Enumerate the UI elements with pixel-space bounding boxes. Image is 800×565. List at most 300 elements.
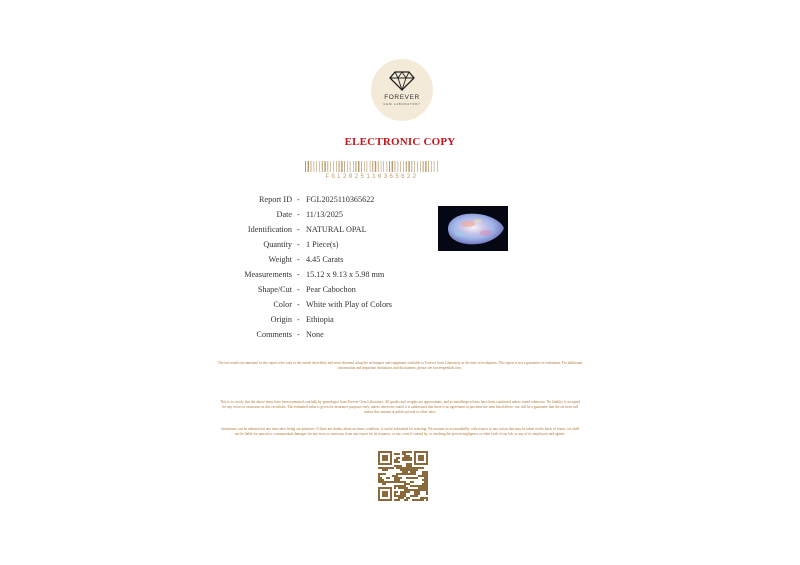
qr-module xyxy=(412,467,414,469)
qr-module xyxy=(410,451,412,453)
barcode-bar xyxy=(392,161,393,172)
barcode-bar xyxy=(414,161,415,172)
qr-module xyxy=(410,459,412,461)
barcode-bar xyxy=(316,161,317,172)
qr-module xyxy=(402,497,404,499)
qr-module xyxy=(378,481,380,483)
qr-module xyxy=(412,473,414,475)
qr-module xyxy=(408,465,410,467)
qr-module xyxy=(426,479,428,481)
qr-module xyxy=(408,455,410,457)
qr-module xyxy=(414,477,416,479)
qr-module xyxy=(406,463,408,465)
qr-module xyxy=(396,475,398,477)
barcode-bar xyxy=(308,161,309,172)
qr-module xyxy=(420,497,422,499)
qr-module xyxy=(426,489,428,491)
qr-module xyxy=(416,467,418,469)
barcode-bar xyxy=(434,161,435,172)
barcode-bar xyxy=(319,161,320,172)
qr-module xyxy=(418,493,420,495)
qr-module xyxy=(412,481,414,483)
qr-module xyxy=(410,469,412,471)
qr-module xyxy=(396,465,398,467)
qr-module xyxy=(422,471,424,473)
qr-module xyxy=(402,459,404,461)
barcode-bar xyxy=(372,161,373,172)
qr-module xyxy=(386,477,388,479)
field-measurements xyxy=(0,270,800,285)
qr-module xyxy=(426,473,428,475)
logo-brand: FOREVER xyxy=(384,94,420,101)
qr-module xyxy=(396,467,398,469)
qr-module xyxy=(398,485,400,487)
qr-module xyxy=(378,477,380,479)
qr-module xyxy=(414,493,416,495)
qr-module xyxy=(382,455,388,461)
field-identification xyxy=(0,225,800,240)
field-value: 15.12 x 9.13 x 5.98 mm xyxy=(306,270,385,279)
qr-module xyxy=(396,481,398,483)
qr-module xyxy=(412,485,414,487)
qr-module xyxy=(418,499,420,501)
barcode-bar xyxy=(381,161,382,172)
qr-module xyxy=(386,467,388,469)
qr-module xyxy=(402,467,404,469)
qr-module xyxy=(424,481,426,483)
qr-module xyxy=(420,467,422,469)
qr-module xyxy=(412,471,414,473)
qr-module xyxy=(422,483,424,485)
field-value: White with Play of Colors xyxy=(306,300,392,309)
qr-module xyxy=(382,481,384,483)
field-weight xyxy=(0,255,800,270)
qr-module xyxy=(404,495,406,497)
barcode-bar xyxy=(364,161,365,172)
qr-module xyxy=(414,495,416,497)
qr-module xyxy=(406,451,408,453)
barcode-bar xyxy=(324,161,325,172)
barcode-bar xyxy=(305,161,306,172)
qr-module xyxy=(406,459,408,461)
qr-module xyxy=(420,475,422,477)
qr-module xyxy=(426,475,428,477)
qr-module xyxy=(380,479,382,481)
electronic-copy-heading: ELECTRONIC COPY xyxy=(344,136,456,148)
qr-module xyxy=(378,473,380,475)
disclaimer-certification: This is to certify that the above items have been examined carefully by gemologist from Forever Gem Laboratory. All grades and weights are approximate, and as metallurgical tests have been conducted unless stated otherwise. No liability is accepted for any errors or omissions in this certificate. The estimated value is given for insurance purposes only, unless otherwise stated it is understood that there is no agreement to purchase the item listed above, nor will be a guarantee that the set item will realize this amount at public private or other sales. xyxy=(220,400,580,414)
field-separator: - xyxy=(297,225,300,234)
field-label: Report ID xyxy=(259,195,292,204)
qr-module xyxy=(394,477,396,479)
qr-module xyxy=(384,473,386,475)
qr-module xyxy=(418,455,424,461)
barcode-bar xyxy=(378,161,379,172)
barcode-bar xyxy=(327,161,328,172)
field-origin xyxy=(0,315,800,330)
qr-module xyxy=(422,475,424,477)
barcode-bar xyxy=(370,161,371,172)
qr-module xyxy=(394,495,396,497)
qr-module xyxy=(406,487,408,489)
qr-module xyxy=(402,493,404,495)
qr-module xyxy=(416,477,418,479)
qr-module xyxy=(394,465,396,467)
qr-module xyxy=(400,465,402,467)
qr-module xyxy=(410,463,412,465)
qr-module xyxy=(416,499,418,501)
qr-module xyxy=(410,495,412,497)
qr-module xyxy=(398,479,400,481)
qr-module xyxy=(426,485,428,487)
qr-module xyxy=(422,479,424,481)
qr-module xyxy=(378,475,380,477)
qr-module xyxy=(422,487,424,489)
qr-module xyxy=(418,489,420,491)
barcode-bar xyxy=(389,161,390,172)
qr-module xyxy=(400,485,402,487)
qr-module xyxy=(408,467,410,469)
qr-module xyxy=(378,467,380,469)
qr-module xyxy=(418,467,420,469)
qr-module xyxy=(422,497,424,499)
qr-module xyxy=(384,469,386,471)
qr-module xyxy=(406,497,408,499)
field-label: Weight xyxy=(268,255,292,264)
qr-module xyxy=(398,467,400,469)
field-separator: - xyxy=(297,330,300,339)
barcode-bar xyxy=(314,161,315,172)
field-shape-cut xyxy=(0,285,800,300)
qr-module xyxy=(398,497,400,499)
qr-module xyxy=(410,477,412,479)
qr-module xyxy=(416,469,418,471)
qr-module xyxy=(404,467,406,469)
qr-module xyxy=(404,457,406,459)
qr-module xyxy=(404,499,406,501)
barcode-bar xyxy=(339,161,340,172)
field-separator: - xyxy=(297,240,300,249)
qr-module xyxy=(396,495,398,497)
qr-module xyxy=(402,491,404,493)
qr-module xyxy=(424,483,426,485)
qr-module xyxy=(420,489,422,491)
qr-module xyxy=(410,489,412,491)
qr-module xyxy=(408,457,410,459)
qr-module xyxy=(396,453,398,455)
qr-module xyxy=(426,491,428,493)
qr-module xyxy=(420,499,422,501)
qr-module xyxy=(408,463,410,465)
qr-module xyxy=(398,487,400,489)
field-value: 11/13/2025 xyxy=(306,210,343,219)
qr-module xyxy=(418,487,420,489)
qr-module xyxy=(408,491,410,493)
field-label: Identification xyxy=(247,225,292,234)
qr-module xyxy=(386,469,388,471)
field-value: 1 Piece(s) xyxy=(306,240,339,249)
qr-module xyxy=(420,487,422,489)
qr-module xyxy=(402,487,404,489)
field-comments xyxy=(0,330,800,345)
qr-module xyxy=(388,481,390,483)
barcode-bar xyxy=(336,161,337,172)
qr-module xyxy=(424,485,426,487)
qr-module xyxy=(404,489,406,491)
qr-module xyxy=(400,497,402,499)
field-separator: - xyxy=(297,315,300,324)
qr-module xyxy=(392,467,394,469)
qr-module xyxy=(408,483,410,485)
qr-module xyxy=(424,477,426,479)
barcode-bar xyxy=(398,161,399,172)
qr-code[interactable] xyxy=(378,451,428,501)
qr-module xyxy=(414,471,416,473)
qr-module xyxy=(400,473,402,475)
qr-module xyxy=(408,459,410,461)
opal-photo xyxy=(438,206,508,251)
barcode-bar xyxy=(350,161,351,172)
qr-module xyxy=(404,469,406,471)
barcode-bar xyxy=(333,161,334,172)
barcode-bar xyxy=(400,161,401,172)
qr-module xyxy=(404,451,406,453)
qr-module xyxy=(408,451,410,453)
qr-module xyxy=(398,465,400,467)
qr-module xyxy=(424,473,426,475)
field-value: None xyxy=(306,330,324,339)
qr-module xyxy=(396,461,398,463)
field-separator: - xyxy=(297,255,300,264)
qr-module xyxy=(406,455,408,457)
qr-module xyxy=(424,479,426,481)
qr-module xyxy=(388,467,390,469)
qr-module xyxy=(394,491,396,493)
qr-module xyxy=(404,455,406,457)
qr-module xyxy=(408,469,410,471)
qr-module xyxy=(398,481,400,483)
barcode-bar xyxy=(437,161,438,172)
field-separator: - xyxy=(297,270,300,279)
qr-module xyxy=(398,461,400,463)
qr-module xyxy=(390,481,392,483)
qr-module xyxy=(408,473,410,475)
qr-module xyxy=(394,461,396,463)
qr-module xyxy=(412,477,414,479)
qr-module xyxy=(410,467,412,469)
barcode-number: FGL2025110365622 xyxy=(325,173,419,180)
qr-module xyxy=(406,499,408,501)
qr-module xyxy=(424,489,426,491)
qr-module xyxy=(416,495,418,497)
qr-module xyxy=(388,477,390,479)
qr-module xyxy=(422,485,424,487)
barcode-bar xyxy=(358,161,359,172)
qr-module xyxy=(400,493,402,495)
field-value: Ethiopia xyxy=(306,315,334,324)
qr-module xyxy=(398,473,400,475)
barcode-bar xyxy=(344,161,345,172)
qr-module xyxy=(426,471,428,473)
field-value: FGL2025110365622 xyxy=(306,195,375,204)
barcode-bar xyxy=(420,161,421,172)
qr-module xyxy=(426,477,428,479)
field-value: Pear Cabochon xyxy=(306,285,356,294)
qr-module xyxy=(398,499,400,501)
qr-module xyxy=(392,475,394,477)
qr-module xyxy=(404,459,406,461)
qr-module xyxy=(382,491,388,497)
qr-module xyxy=(380,473,382,475)
qr-module xyxy=(402,485,404,487)
qr-module xyxy=(426,481,428,483)
qr-module xyxy=(410,481,412,483)
qr-module xyxy=(406,483,408,485)
qr-module xyxy=(400,467,402,469)
field-label: Quantity xyxy=(263,240,292,249)
field-label: Shape/Cut xyxy=(257,285,292,294)
qr-module xyxy=(404,491,406,493)
qr-module xyxy=(414,473,416,475)
qr-module xyxy=(400,469,402,471)
qr-module xyxy=(426,487,428,489)
qr-module xyxy=(406,457,408,459)
logo-subtitle: GEM LABORATORY xyxy=(383,102,421,106)
qr-module xyxy=(400,487,402,489)
field-label: Comments xyxy=(256,330,292,339)
qr-module xyxy=(408,489,410,491)
qr-module xyxy=(414,489,416,491)
qr-module xyxy=(396,459,398,461)
qr-module xyxy=(406,471,408,473)
barcode-bar xyxy=(406,161,407,172)
barcode-bar xyxy=(361,161,362,172)
qr-module xyxy=(402,451,404,453)
qr-module xyxy=(402,469,404,471)
barcode-bar xyxy=(341,161,342,172)
barcode-bar xyxy=(431,161,432,172)
qr-module xyxy=(406,491,408,493)
qr-module xyxy=(404,453,406,455)
qr-module xyxy=(394,487,396,489)
qr-module xyxy=(396,491,398,493)
qr-module xyxy=(382,479,384,481)
qr-module xyxy=(378,479,380,481)
qr-module xyxy=(394,453,396,455)
field-separator: - xyxy=(297,285,300,294)
qr-module xyxy=(426,497,428,499)
barcode-bar xyxy=(395,161,396,172)
qr-module xyxy=(422,473,424,475)
qr-module xyxy=(410,471,412,473)
qr-module xyxy=(396,473,398,475)
qr-module xyxy=(394,479,396,481)
qr-module xyxy=(400,481,402,483)
qr-module xyxy=(402,471,404,473)
qr-module xyxy=(408,497,410,499)
qr-module xyxy=(398,477,400,479)
barcode-bar xyxy=(330,161,331,172)
field-quantity xyxy=(0,240,800,255)
qr-module xyxy=(402,473,404,475)
qr-module xyxy=(414,491,416,493)
qr-module xyxy=(416,491,418,493)
lab-logo xyxy=(371,59,433,121)
barcode-bar xyxy=(311,161,312,172)
disclaimer-liability: Gemstones can be enhanced at any time after living our premises. If there are doubts about an items condition, it can be submitted for retesting. We assume no accountability with respect to any action that may be taken on the basis of report, we shall not be liable for special or consequential damages for any error or omission, from any report for its issuance, or use, even if caused by, or resulting the proven negligence or other fault of our lab, or any of its employees and agents. xyxy=(220,427,580,436)
barcode-bar xyxy=(367,161,368,172)
barcode-bar xyxy=(417,161,418,172)
qr-module xyxy=(418,485,420,487)
field-label: Date xyxy=(276,210,292,219)
qr-module xyxy=(410,473,412,475)
qr-module xyxy=(398,495,400,497)
qr-module xyxy=(404,483,406,485)
qr-module xyxy=(384,467,386,469)
qr-module xyxy=(416,489,418,491)
qr-module xyxy=(396,457,398,459)
qr-module xyxy=(406,465,408,467)
qr-module xyxy=(396,499,398,501)
qr-module xyxy=(406,473,408,475)
disclaimer-test-results: The test results documented in this report refer only to the article described, and were obtained using the techniques and equipment available to Forever Gem Laboratory at the time of evaluation. This report is not a guarantee or evaluation. For additional information and important limitations and disclaimers, please see forevergemlab.com. xyxy=(217,361,583,370)
qr-module xyxy=(382,473,384,475)
barcode-bar xyxy=(423,161,424,172)
qr-module xyxy=(390,467,392,469)
qr-module xyxy=(424,487,426,489)
qr-module xyxy=(386,481,388,483)
field-separator: - xyxy=(297,210,300,219)
qr-module xyxy=(402,457,404,459)
qr-module xyxy=(396,477,398,479)
barcode-bar xyxy=(353,161,354,172)
field-label: Measurements xyxy=(244,270,292,279)
qr-module xyxy=(410,485,412,487)
qr-module xyxy=(382,467,384,469)
qr-module xyxy=(418,491,420,493)
field-date xyxy=(0,210,800,225)
qr-module xyxy=(398,457,400,459)
qr-module xyxy=(410,457,412,459)
qr-module xyxy=(394,475,396,477)
qr-module xyxy=(400,495,402,497)
qr-module xyxy=(394,485,396,487)
barcode-bar xyxy=(347,161,348,172)
field-color xyxy=(0,300,800,315)
qr-module xyxy=(392,481,394,483)
qr-module xyxy=(426,483,428,485)
qr-module xyxy=(414,499,416,501)
qr-module xyxy=(402,453,404,455)
barcode-bar xyxy=(411,161,412,172)
qr-module xyxy=(410,465,412,467)
qr-module xyxy=(424,475,426,477)
qr-module xyxy=(406,469,408,471)
barcode-bar xyxy=(425,161,426,172)
qr-module xyxy=(400,477,402,479)
qr-module xyxy=(420,485,422,487)
qr-module xyxy=(384,481,386,483)
qr-module xyxy=(418,475,420,477)
qr-module xyxy=(404,471,406,473)
qr-module xyxy=(384,483,386,485)
field-separator: - xyxy=(297,195,300,204)
qr-module xyxy=(404,485,406,487)
qr-module xyxy=(396,479,398,481)
qr-module xyxy=(396,485,398,487)
qr-module xyxy=(422,489,424,491)
qr-module xyxy=(406,489,408,491)
